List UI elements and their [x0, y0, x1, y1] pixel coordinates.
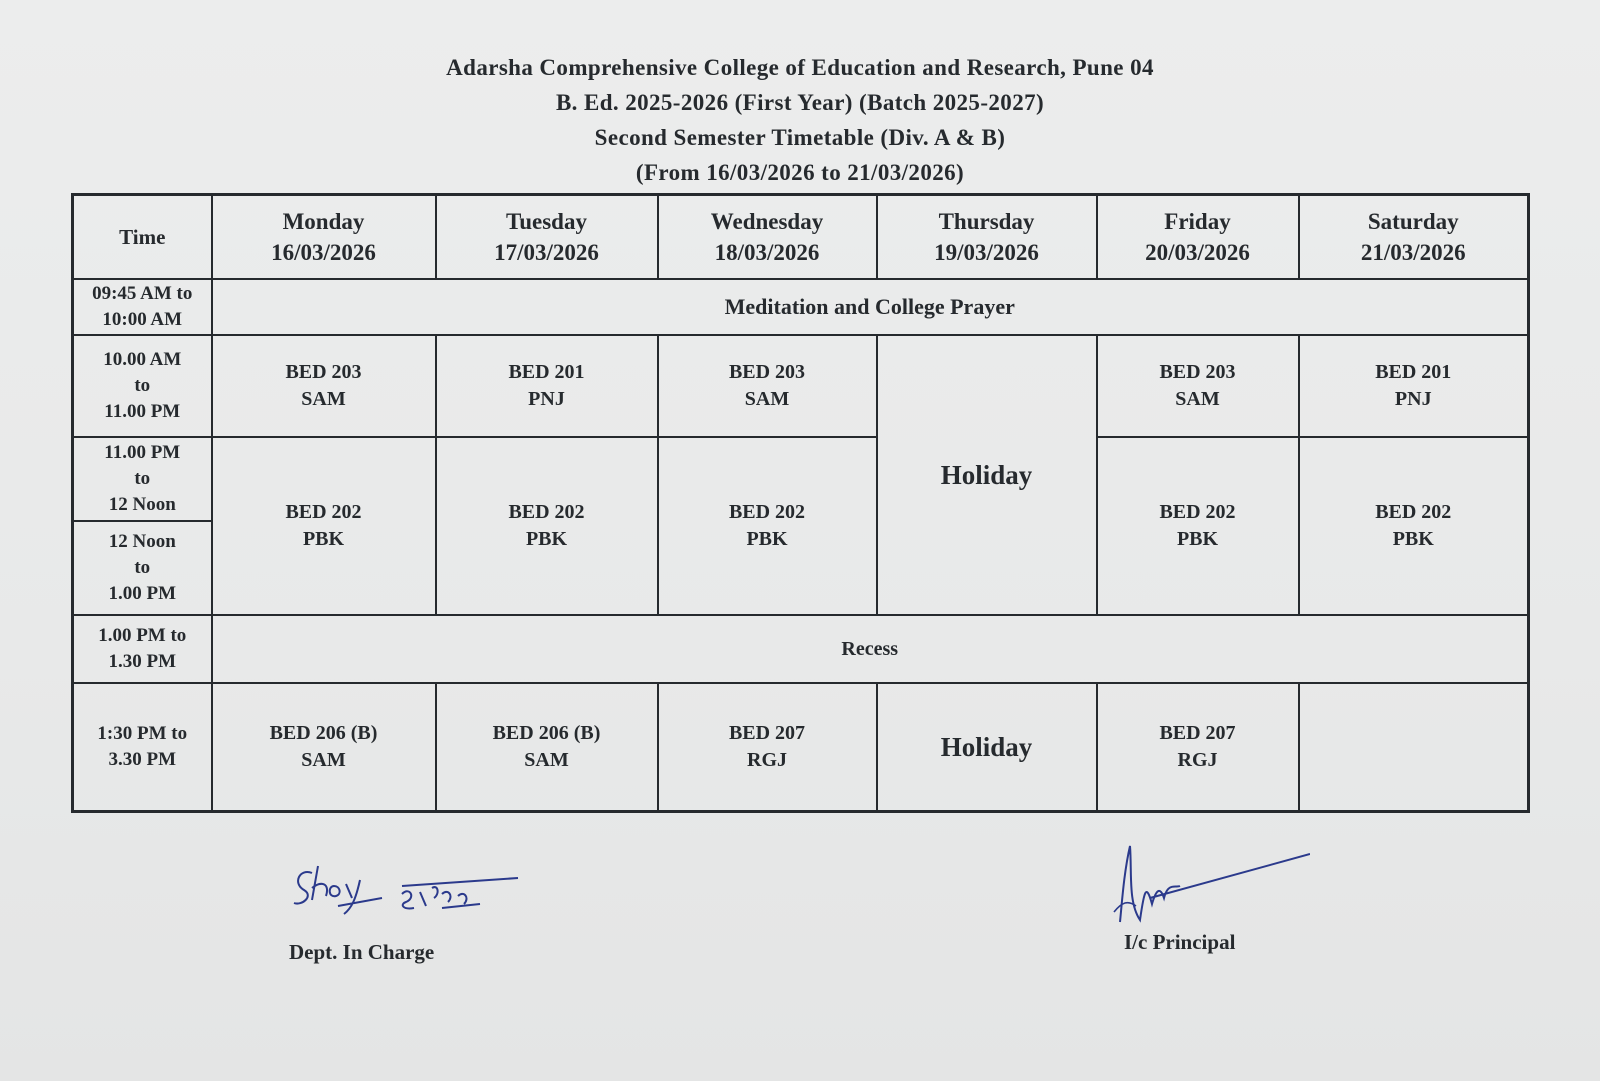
day-header-tuesday: Tuesday 17/03/2026 [436, 195, 658, 280]
dept-in-charge-label: Dept. In Charge [289, 940, 435, 964]
time-cell: 11.00 PM to 12 Noon [73, 437, 212, 521]
class-cell: BED 207 RGJ [1097, 683, 1299, 812]
class-cell: BED 203 SAM [658, 335, 877, 437]
class-cell: BED 201 PNJ [1299, 335, 1529, 437]
slot2-row [73, 437, 1529, 521]
day-header-monday: Monday 16/03/2026 [212, 195, 436, 280]
class-cell: BED 202 PBK [658, 437, 877, 615]
class-cell: BED 203 SAM [1097, 335, 1299, 437]
timetable-title: Second Semester Timetable (Div. A & B) [594, 125, 1006, 150]
principal-label: I/c Principal [1124, 930, 1236, 954]
class-cell: BED 201 PNJ [436, 335, 658, 437]
empty-cell [1299, 683, 1529, 812]
class-cell: BED 202 PBK [212, 437, 436, 615]
holiday-cell: Holiday [877, 335, 1097, 615]
slot4-row [73, 683, 1529, 812]
class-cell: BED 206 (B) SAM [212, 683, 436, 812]
principal-signature [1110, 842, 1310, 932]
class-cell: BED 203 SAM [212, 335, 436, 437]
date-range: (From 16/03/2026 to 21/03/2026) [635, 160, 965, 185]
time-cell: 1:30 PM to 3.30 PM [73, 683, 212, 812]
time-cell: 12 Noon to 1.00 PM [73, 521, 212, 615]
class-cell: BED 202 PBK [1299, 437, 1529, 615]
time-cell: 09:45 AM to 10:00 AM [73, 279, 212, 335]
day-header-thursday: Thursday 19/03/2026 [877, 195, 1097, 280]
day-header-saturday: Saturday 21/03/2026 [1299, 195, 1529, 280]
time-header: Time [73, 195, 212, 280]
class-cell: BED 206 (B) SAM [436, 683, 658, 812]
class-cell: BED 202 PBK [1097, 437, 1299, 615]
holiday-cell: Holiday [877, 683, 1097, 812]
prayer-cell: Meditation and College Prayer [212, 279, 1529, 335]
slot1-row [73, 335, 1529, 437]
day-header-wednesday: Wednesday 18/03/2026 [658, 195, 877, 280]
class-cell: BED 202 PBK [436, 437, 658, 615]
recess-row [73, 615, 1529, 683]
class-cell: BED 207 RGJ [658, 683, 877, 812]
recess-cell: Recess [212, 615, 1529, 683]
document-header [0, 50, 1600, 190]
college-name: Adarsha Comprehensive College of Education and Research, Pune 04 [446, 55, 1154, 80]
dept-signature [282, 858, 542, 918]
time-cell: 1.00 PM to 1.30 PM [73, 615, 212, 683]
time-cell: 10.00 AM to 11.00 PM [73, 335, 212, 437]
day-header-friday: Friday 20/03/2026 [1097, 195, 1299, 280]
course-title: B. Ed. 2025-2026 (First Year) (Batch 2025-2027) [555, 90, 1045, 115]
prayer-row [73, 279, 1529, 335]
header-row [73, 195, 1529, 280]
timetable [71, 193, 1530, 813]
